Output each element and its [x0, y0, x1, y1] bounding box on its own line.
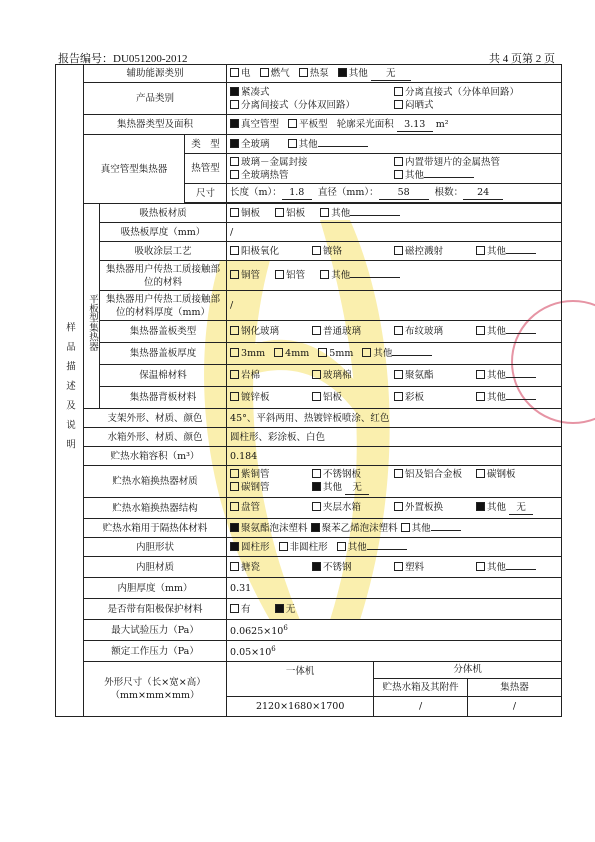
col-label: 集热器类型及面积: [84, 115, 227, 135]
cat-label: 产品类别: [84, 83, 227, 115]
vac-heat-value: 玻璃－金属封接 内置带翅片的金属热管 全玻璃热管 其他: [227, 154, 562, 184]
coverth-value: 3mm 4mm 5mm 其他: [227, 343, 562, 365]
vac-type-value: 全玻璃 其他: [227, 135, 562, 154]
dim-label: 外形尺寸（长×宽×高） （mm×mm×mm）: [84, 662, 227, 717]
hx-value: 紫铜管 不锈钢板 铝及铝合金板 碳钢板 碳钢管 其他 无: [227, 466, 562, 498]
ins-label: 保温棉材料: [100, 365, 227, 387]
aux-label: 辅助能源类别: [84, 65, 227, 83]
ptest-label: 最大试验压力（Pa）: [84, 620, 227, 641]
absth-label: 吸热板厚度（mm）: [100, 223, 227, 242]
anode-label: 是否带有阳极保护材料: [84, 599, 227, 620]
stand-value: 45°、平斜两用、热镀锌板喷涂、红色: [227, 409, 562, 428]
pipe-label: 集热器用户传热工质接触部位的材料: [100, 261, 227, 291]
coat-label: 吸收涂层工艺: [100, 242, 227, 261]
lmat-label: 内胆材质: [84, 557, 227, 578]
cat-value: 紧凑式 分离直接式（分体单回路） 分离间接式（分体双回路） 闷晒式: [227, 83, 562, 115]
back-value: 镀锌板 铝板 彩板 其他: [227, 387, 562, 409]
shape-value: 圆柱形 非圆柱形 其他: [227, 538, 562, 557]
col-value: 真空管型 平板型 轮廓采光面积 3.13 m²: [227, 115, 562, 135]
pipeth-label: 集热器用户传热工质接触部位的材料厚度（mm）: [100, 291, 227, 321]
pipeth-value: /: [227, 291, 562, 321]
tins-value: 聚氨酯泡沫塑料 聚苯乙烯泡沫塑料 其他: [227, 519, 562, 538]
ins-value: 岩棉 玻璃棉 聚氨酯 其他: [227, 365, 562, 387]
vac-heat-label: 热管型: [185, 154, 227, 184]
cover-label: 集热器盖板类型: [100, 321, 227, 343]
sample-description-table: [55, 64, 562, 717]
vol-label: 贮热水箱容积（m³）: [84, 447, 227, 466]
vac-label: 真空管型集热器: [84, 135, 185, 204]
dim-value: 一体机 分体机 贮热水箱及其附件 集热器 2120×1680×1700 / /: [227, 662, 562, 717]
absmat-value: 铜板 铝板 其他: [227, 204, 562, 223]
report-number: 报告编号：DU051200-2012: [58, 53, 188, 65]
anode-value: 有 无: [227, 599, 562, 620]
tank-value: 圆柱形、彩涂板、白色: [227, 428, 562, 447]
lth-label: 内胆厚度（mm）: [84, 578, 227, 599]
back-label: 集热器背板材料: [100, 387, 227, 409]
absth-value: /: [227, 223, 562, 242]
tank-label: 水箱外形、材质、颜色: [84, 428, 227, 447]
pwork-label: 额定工作压力（Pa）: [84, 641, 227, 662]
coat-value: 阳极氧化 镀铬 磁控溅射 其他: [227, 242, 562, 261]
pwork-value: $0.05\times 10^6$: [227, 641, 562, 662]
page-count: 共 4 页第 2 页: [489, 53, 555, 65]
aux-value: 电 燃气 热泵 其他 无: [227, 65, 562, 83]
cover-value: 钢化玻璃 普通玻璃 布纹玻璃 其他: [227, 321, 562, 343]
absmat-label: 吸热板材质: [100, 204, 227, 223]
vac-type-label: 类 型: [185, 135, 227, 154]
hxs-label: 贮热水箱换热器结构: [84, 498, 227, 519]
vac-size-value: 长度（m）： 1.8 直径（mm）： 58 根数： 24: [227, 184, 562, 203]
ptest-value: $0.0625\times 10^6$: [227, 620, 562, 641]
pipe-value: 铜管 铝管 其他: [227, 261, 562, 291]
stand-label: 支架外形、材质、颜色: [84, 409, 227, 428]
lth-value: 0.31: [227, 578, 562, 599]
flat-title: 平板型集热器: [87, 293, 98, 351]
coverth-label: 集热器盖板厚度: [100, 343, 227, 365]
hxs-value: 盘管 夹层水箱 外置板换 其他 无: [227, 498, 562, 519]
side-title: 样品描述及说明: [56, 65, 84, 717]
vac-size-label: 尺寸: [185, 184, 227, 203]
lmat-value: 搪瓷 不锈钢 塑料 其他: [227, 557, 562, 578]
vol-value: 0.184: [227, 447, 562, 466]
tins-label: 贮热水箱用于隔热体材料: [84, 519, 227, 538]
shape-label: 内胆形状: [84, 538, 227, 557]
hx-label: 贮热水箱换热器材质: [84, 466, 227, 498]
